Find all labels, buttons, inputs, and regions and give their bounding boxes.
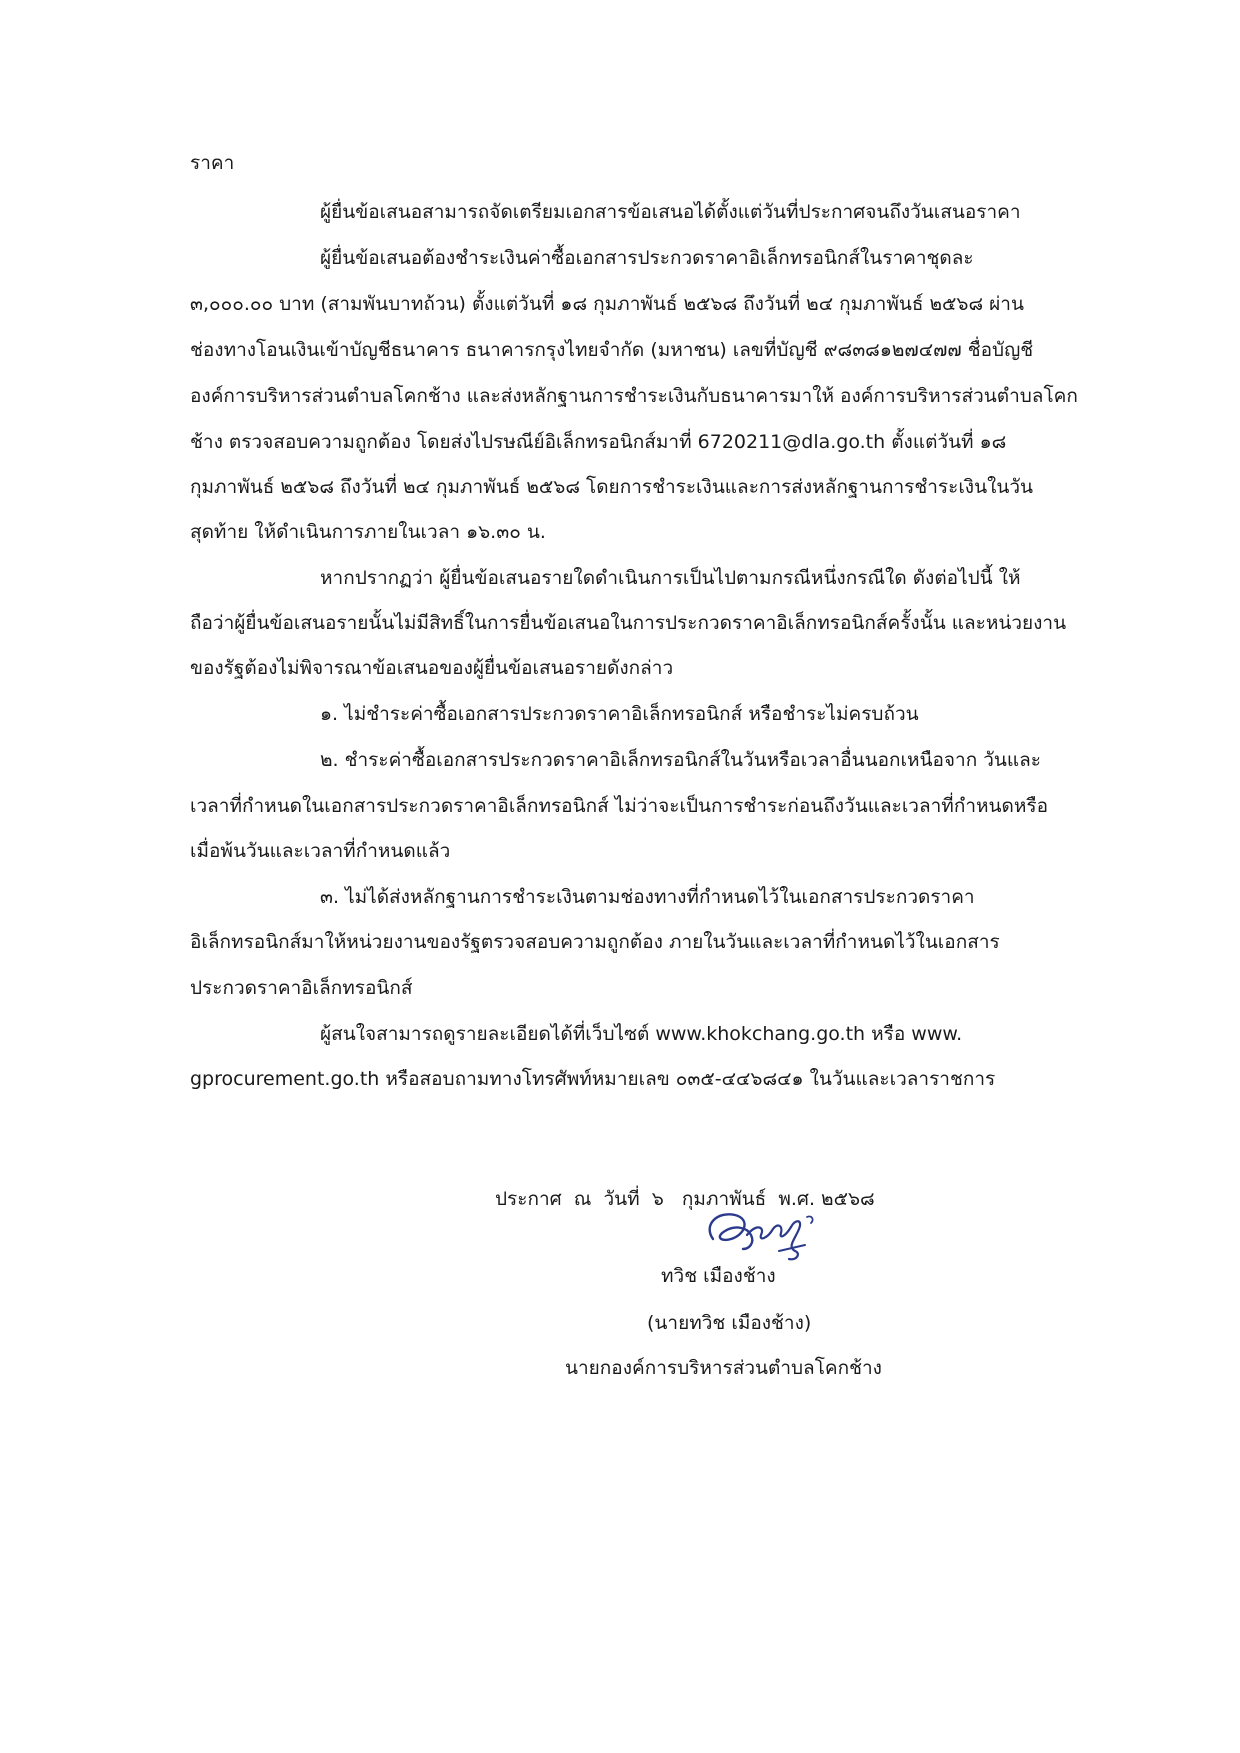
signer-name: ทวิช เมืองช้าง [661,1265,776,1287]
condition-item-3-line-1: ๓. ไม่ได้ส่งหลักฐานการชำระเงินตามช่องทางที่กำหนดไว้ในเอกสารประกวดราคา [320,886,975,908]
announcement-date: ประกาศ ณ วันที่ ๖ กุมภาพันธ์ พ.ศ. ๒๕๖๘ [495,1188,875,1210]
contact-line-1: ผู้สนใจสามารถดูรายละเอียดได้ที่เว็บไซต์ www.khokchang.go.th หรือ www. [320,1023,963,1045]
disqualify-line-1: หากปรากฏว่า ผู้ยื่นข้อเสนอรายใดดำเนินการเป็นไปตามกรณีหนึ่งกรณีใด ดังต่อไปนี้ ให้ [320,567,1021,589]
signer-full-name: (นายทวิช เมืองช้าง) [647,1312,812,1334]
condition-item-2-line-3: เมื่อพ้นวันและเวลาที่กำหนดแล้ว [190,840,451,862]
condition-item-2-line-2: เวลาที่กำหนดในเอกสารประกวดราคาอิเล็กทรอนิกส์ ไม่ว่าจะเป็นการชำระก่อนถึงวันและเวลาที่กำหนดหรือ [190,795,1048,817]
payment-line-6: กุมภาพันธ์ ๒๕๖๘ ถึงวันที่ ๒๔ กุมภาพันธ์ ๒๕๖๘ โดยการชำระเงินและการส่งหลักฐานการชำระเงินในวัน [190,476,1033,498]
payment-line-3: ช่องทางโอนเงินเข้าบัญชีธนาคาร ธนาคารกรุงไทยจำกัด (มหาชน) เลขที่บัญชี ๙๘๓๘๑๒๗๔๗๗ ชื่อบัญชี [190,339,1034,361]
condition-item-1: ๑. ไม่ชำระค่าซื้อเอกสารประกวดราคาอิเล็กทรอนิกส์ หรือชำระไม่ครบถ้วน [320,703,919,725]
payment-line-1: ผู้ยื่นข้อเสนอต้องชำระเงินค่าซื้อเอกสารประกวดราคาอิเล็กทรอนิกส์ในราคาชุดละ [320,247,974,269]
disqualify-line-3: ของรัฐต้องไม่พิจารณาข้อเสนอของผู้ยื่นข้อเสนอรายดังกล่าว [190,657,674,679]
payment-line-5: ช้าง ตรวจสอบความถูกต้อง โดยส่งไปรษณีย์อิเล็กทรอนิกส์มาที่ 6720211@dla.go.th ตั้งแต่วันที่ ๑๘ [190,431,1007,453]
signer-title: นายกองค์การบริหารส่วนตำบลโคกช้าง [565,1357,882,1379]
payment-line-2: ๓,๐๐๐.๐๐ บาท (สามพันบาทถ้วน) ตั้งแต่วันที่ ๑๘ กุมภาพันธ์ ๒๕๖๘ ถึงวันที่ ๒๔ กุมภาพันธ์ ๒๕๖๘ ผ่าน [190,293,1024,315]
contact-line-2: gprocurement.go.th หรือสอบถามทางโทรศัพท์หมายเลข ๐๓๕-๔๔๖๘๔๑ ในวันและเวลาราชการ [190,1068,996,1090]
signature-image [695,1205,820,1267]
paragraph-preparation: ผู้ยื่นข้อเสนอสามารถจัดเตรียมเอกสารข้อเสนอได้ตั้งแต่วันที่ประกาศจนถึงวันเสนอราคา [320,201,1021,223]
condition-item-3-line-2: อิเล็กทรอนิกส์มาให้หน่วยงานของรัฐตรวจสอบความถูกต้อง ภายในวันและเวลาที่กำหนดไว้ในเอกสาร [190,931,1000,953]
payment-line-7: สุดท้าย ให้ดำเนินการภายในเวลา ๑๖.๓๐ น. [190,521,546,543]
disqualify-line-2: ถือว่าผู้ยื่นข้อเสนอรายนั้นไม่มีสิทธิ์ในการยื่นข้อเสนอในการประกวดราคาอิเล็กทรอนิกส์ครั้งนั้น และหน่วยงาน [190,612,1067,634]
condition-item-2-line-1: ๒. ชำระค่าซื้อเอกสารประกวดราคาอิเล็กทรอนิกส์ในวันหรือเวลาอื่นนอกเหนือจาก วันและ [320,749,1042,771]
payment-line-4: องค์การบริหารส่วนตำบลโคกช้าง และส่งหลักฐานการชำระเงินกับธนาคารมาให้ องค์การบริหารส่วนตำบลโคก [190,385,1078,407]
condition-item-3-line-3: ประกวดราคาอิเล็กทรอนิกส์ [190,977,413,999]
heading-word: ราคา [190,152,235,174]
